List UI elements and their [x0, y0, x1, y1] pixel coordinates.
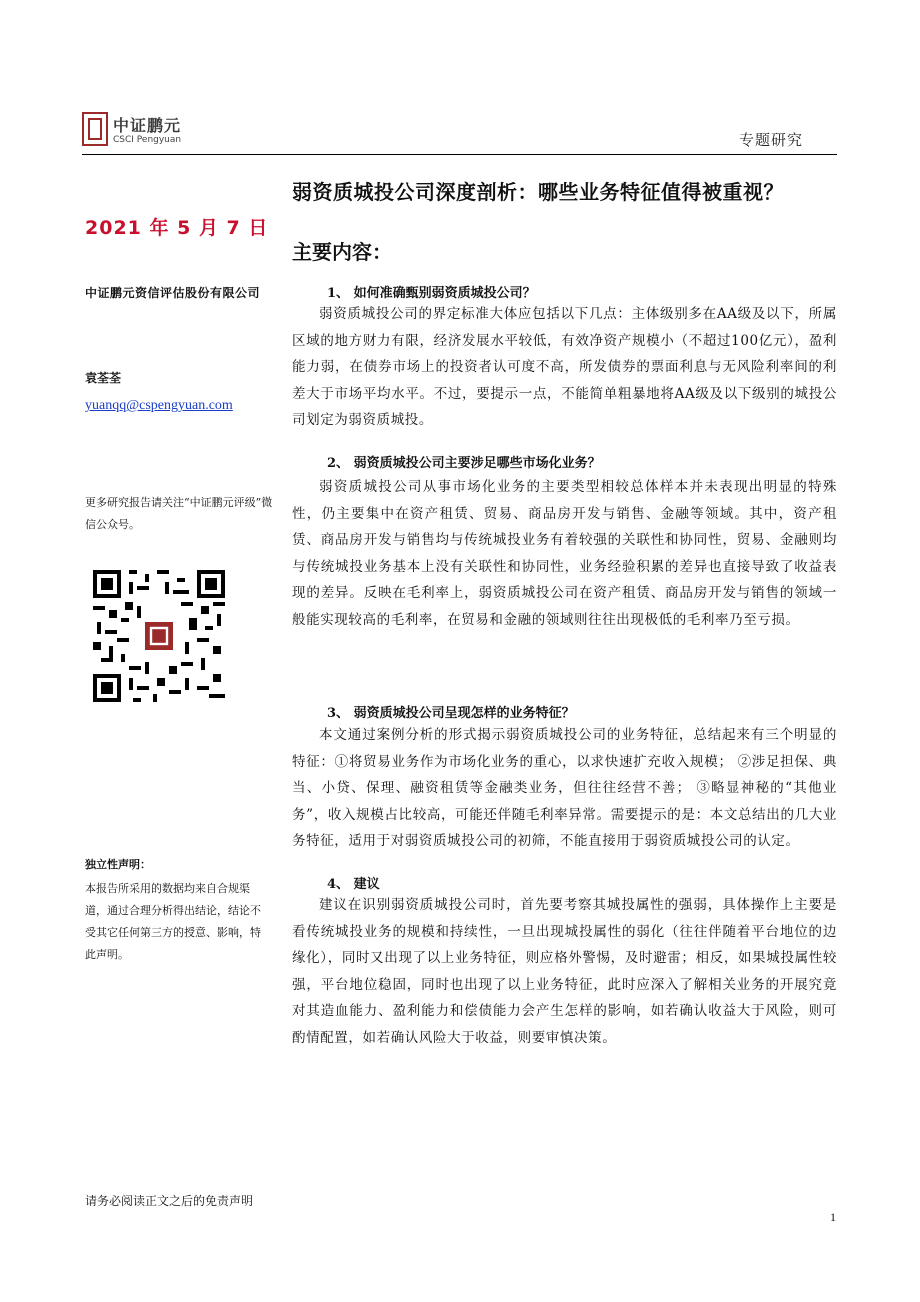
section-3-title: 3、 弱资质城投公司呈现怎样的业务特征？	[327, 706, 575, 721]
section-2-body: 弱资质城投公司从事市场化业务的主要类型相较总体样本并未表现出明显的特殊性，仍主要集中在资产租赁、贸易、商品房开发与销售、金融等领域。其中，资产租赁、商品房开发与销售均与传统城投业务有着较强的关联性和协同性，贸易、金融则均与传统城投业务基本上没有关联性和协同性，业务经验积累的差异也直接导致了收益表现的差异。反映在毛利率上，弱资质城投公司在资产租赁、商品房开发与销售的领域一般能实现较高的毛利率，在贸易和金融的领域则往往出现极低的毛利率乃至亏损。	[292, 479, 837, 628]
page-number: 1	[830, 1210, 836, 1224]
section-2-title: 2、 弱资质城投公司主要涉足哪些市场化业务？	[327, 456, 601, 471]
doc-type-label: 专题研究	[739, 131, 804, 149]
section-4-title: 4、 建议	[327, 877, 380, 892]
section-3-body: 本文通过案例分析的形式揭示弱资质城投公司的业务特征，总结起来有三个明显的特征：①将贸易业务作为市场化业务的重心，以求快速扩充收入规模； ②涉足担保、典当、小贷、保理、融资租赁等金融类业务，但往往经营不善； ③略显神秘的“其他业务”，收入规模占比较高，可能还伴随毛利率异常。需要提示的是：本文总结出的几大业务特征，适用于对弱资质城投公司的初筛，不能直接用于弱资质城投公司的认定。	[292, 727, 837, 850]
logo-cn-text: 中证鹏元	[113, 116, 182, 135]
independence-body: 本报告所采用的数据均来自合规渠道，通过合理分析得出结论，结论不受其它任何第三方的授意、影响，特此声明。	[85, 882, 261, 961]
disclaimer-note: 请务必阅读正文之后的免责声明	[85, 1194, 254, 1208]
company-name: 中证鹏元资信评估股份有限公司	[85, 286, 261, 300]
section-1-body: 弱资质城投公司的界定标准大体应包括以下几点：主体级别多在AA级及以下，所属区域的地方财力有限，经济发展水平较低，有效净资产规模小（不超过100亿元），盈利能力弱，在债券市场上的投资者认可度不高，所发债券的票面利息与无风险利率间的利差大于市场平均水平。不过，要提示一点，不能简单粗暴地将AA级及以下级别的城投公司划定为弱资质城投。	[292, 306, 837, 429]
analyst-email-link[interactable]: yuanqq@cspengyuan.com	[85, 398, 233, 413]
document-title: 弱资质城投公司深度剖析：哪些业务特征值得被重视？	[292, 180, 784, 204]
follow-note: 更多研究报告请关注“中证鹏元评级”微信公众号。	[85, 496, 273, 531]
main-heading: 主要内容：	[292, 240, 392, 264]
analyst-name: 袁荃荃	[85, 371, 122, 385]
section-4-body: 建议在识别弱资质城投公司时，首先要考察其城投属性的强弱，具体操作上主要是看传统城投业务的规模和持续性，一旦出现城投属性的弱化（往往伴随着平台地位的边缘化），同时又出现了以上业务特征，则应格外警惕，及时避雷；相反，如果城投属性较强，平台地位稳固，同时也出现了以上业务特征，此时应深入了解相关业务的开展究竟对其造血能力、盈利能力和偿债能力会产生怎样的影响，如若确认收益大于风险，则可酌情配置，如若确认风险大于收益，则要审慎决策。	[292, 897, 837, 1046]
header-divider	[82, 154, 837, 155]
independence-title: 独立性声明：	[85, 858, 151, 871]
logo-en-text: CSCI Pengyuan	[113, 135, 182, 145]
section-1-title: 1、 如何准确甄别弱资质城投公司？	[327, 286, 536, 301]
qr-code-icon	[93, 570, 225, 702]
report-date: 2021 年 5 月 7 日	[85, 217, 269, 239]
logo-icon	[82, 112, 108, 146]
